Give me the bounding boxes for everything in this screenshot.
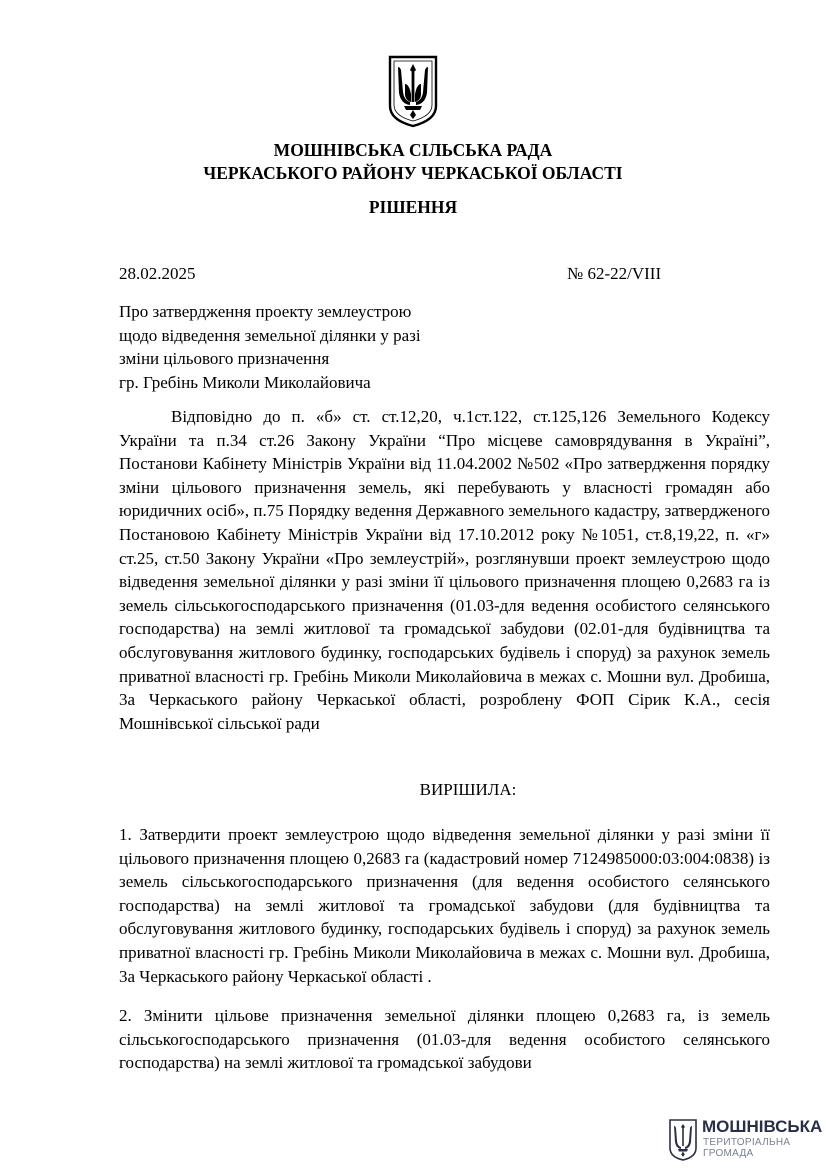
logo-title: МОШНІВСЬКА xyxy=(702,1117,823,1136)
subject-line: Про затвердження проекту землеустрою xyxy=(119,302,412,321)
preamble-paragraph: Відповідно до п. «б» ст. ст.12,20, ч.1ст.122, ст.125,126 Земельного Кодексу України та п.34 ст.26 Закону України “Про місцеве самоврядування в Україні”, Постанови Кабінету Міністрів України від 11.04.2002 №502 «Про затвердження порядку зміни цільового призначення земель, які перебувають у власності громадян або юридичних осіб», п.75 Порядку ведення Державного земельного кадастру, затвердженого Постановою Кабінету Міністрів України від 17.10.2012 року №1051, ст.8,19,22, п. «г» ст.25, ст.50 Закону України «Про землеустрій», розглянувши проект землеустрою щодо відведення земельної ділянки у разі зміни її цільового призначення площею 0,2683 га із земель сільськогосподарського призначення (01.03-для ведення особистого селянського господарства) на землі житлової та громадської забудови (02.01-для будівництва та обслуговування житлового будинку, господарських будівель і споруд) за рахунок земель приватної власності гр. Гребінь Миколи Миколайовича в межах с. Мошни вул. Дробиша, 3а Черкаського району Черкаської області, розроблену ФОП Сірик К.А., сесія Мошнівської сільської ради xyxy=(119,407,770,733)
subject-line: щодо відведення земельної ділянки у разі xyxy=(119,325,421,345)
subject-line: гр. Гребінь Миколи Миколайовича xyxy=(119,372,371,392)
subject-line: зміни цільового призначення xyxy=(119,349,330,368)
logo-subtitle: ТЕРИТОРІАЛЬНА xyxy=(703,1137,791,1148)
document-type-title: РІШЕННЯ xyxy=(368,197,458,217)
community-logo xyxy=(668,1117,823,1162)
trident-coat-of-arms-icon xyxy=(387,54,439,128)
decision-date: 28.02.2025 xyxy=(119,264,196,283)
trident-logo-icon xyxy=(668,1118,698,1162)
decided-heading: ВИРІШИЛА: xyxy=(419,780,517,799)
decision-item-2: 2. Змінити цільове призначення земельної ділянки площею 0,2683 га, із земель сільськогосподарського призначення (01.03-для ведення особистого селянського господарства) на землі житлової та громадської забудови xyxy=(119,1006,770,1073)
decision-subject xyxy=(119,300,539,394)
council-district: ЧЕРКАСЬКОГО РАЙОНУ ЧЕРКАСЬКОЇ ОБЛАСТІ xyxy=(203,163,623,183)
decision-number: № 62-22/VIII xyxy=(567,264,662,283)
logo-subtitle: ГРОМАДА xyxy=(703,1148,754,1159)
council-name: МОШНІВСЬКА СІЛЬСЬКА РАДА xyxy=(273,140,553,160)
decision-item-1: 1. Затвердити проект землеустрою щодо відведення земельної ділянки у разі зміни її цільового призначення площею 0,2683 га (кадастровий номер 7124985000:03:004:0838) із земель сільськогосподарського призначення (для ведення особистого селянського господарства) на землі житлової та громадської забудови (для будівництва та обслуговування житлового будинку, господарських будівель і споруд) за рахунок земель приватної власності гр. Гребінь Миколи Миколайовича в межах с. Мошни вул. Дробиша, 3а Черкаського району Черкаської області . xyxy=(119,825,770,986)
